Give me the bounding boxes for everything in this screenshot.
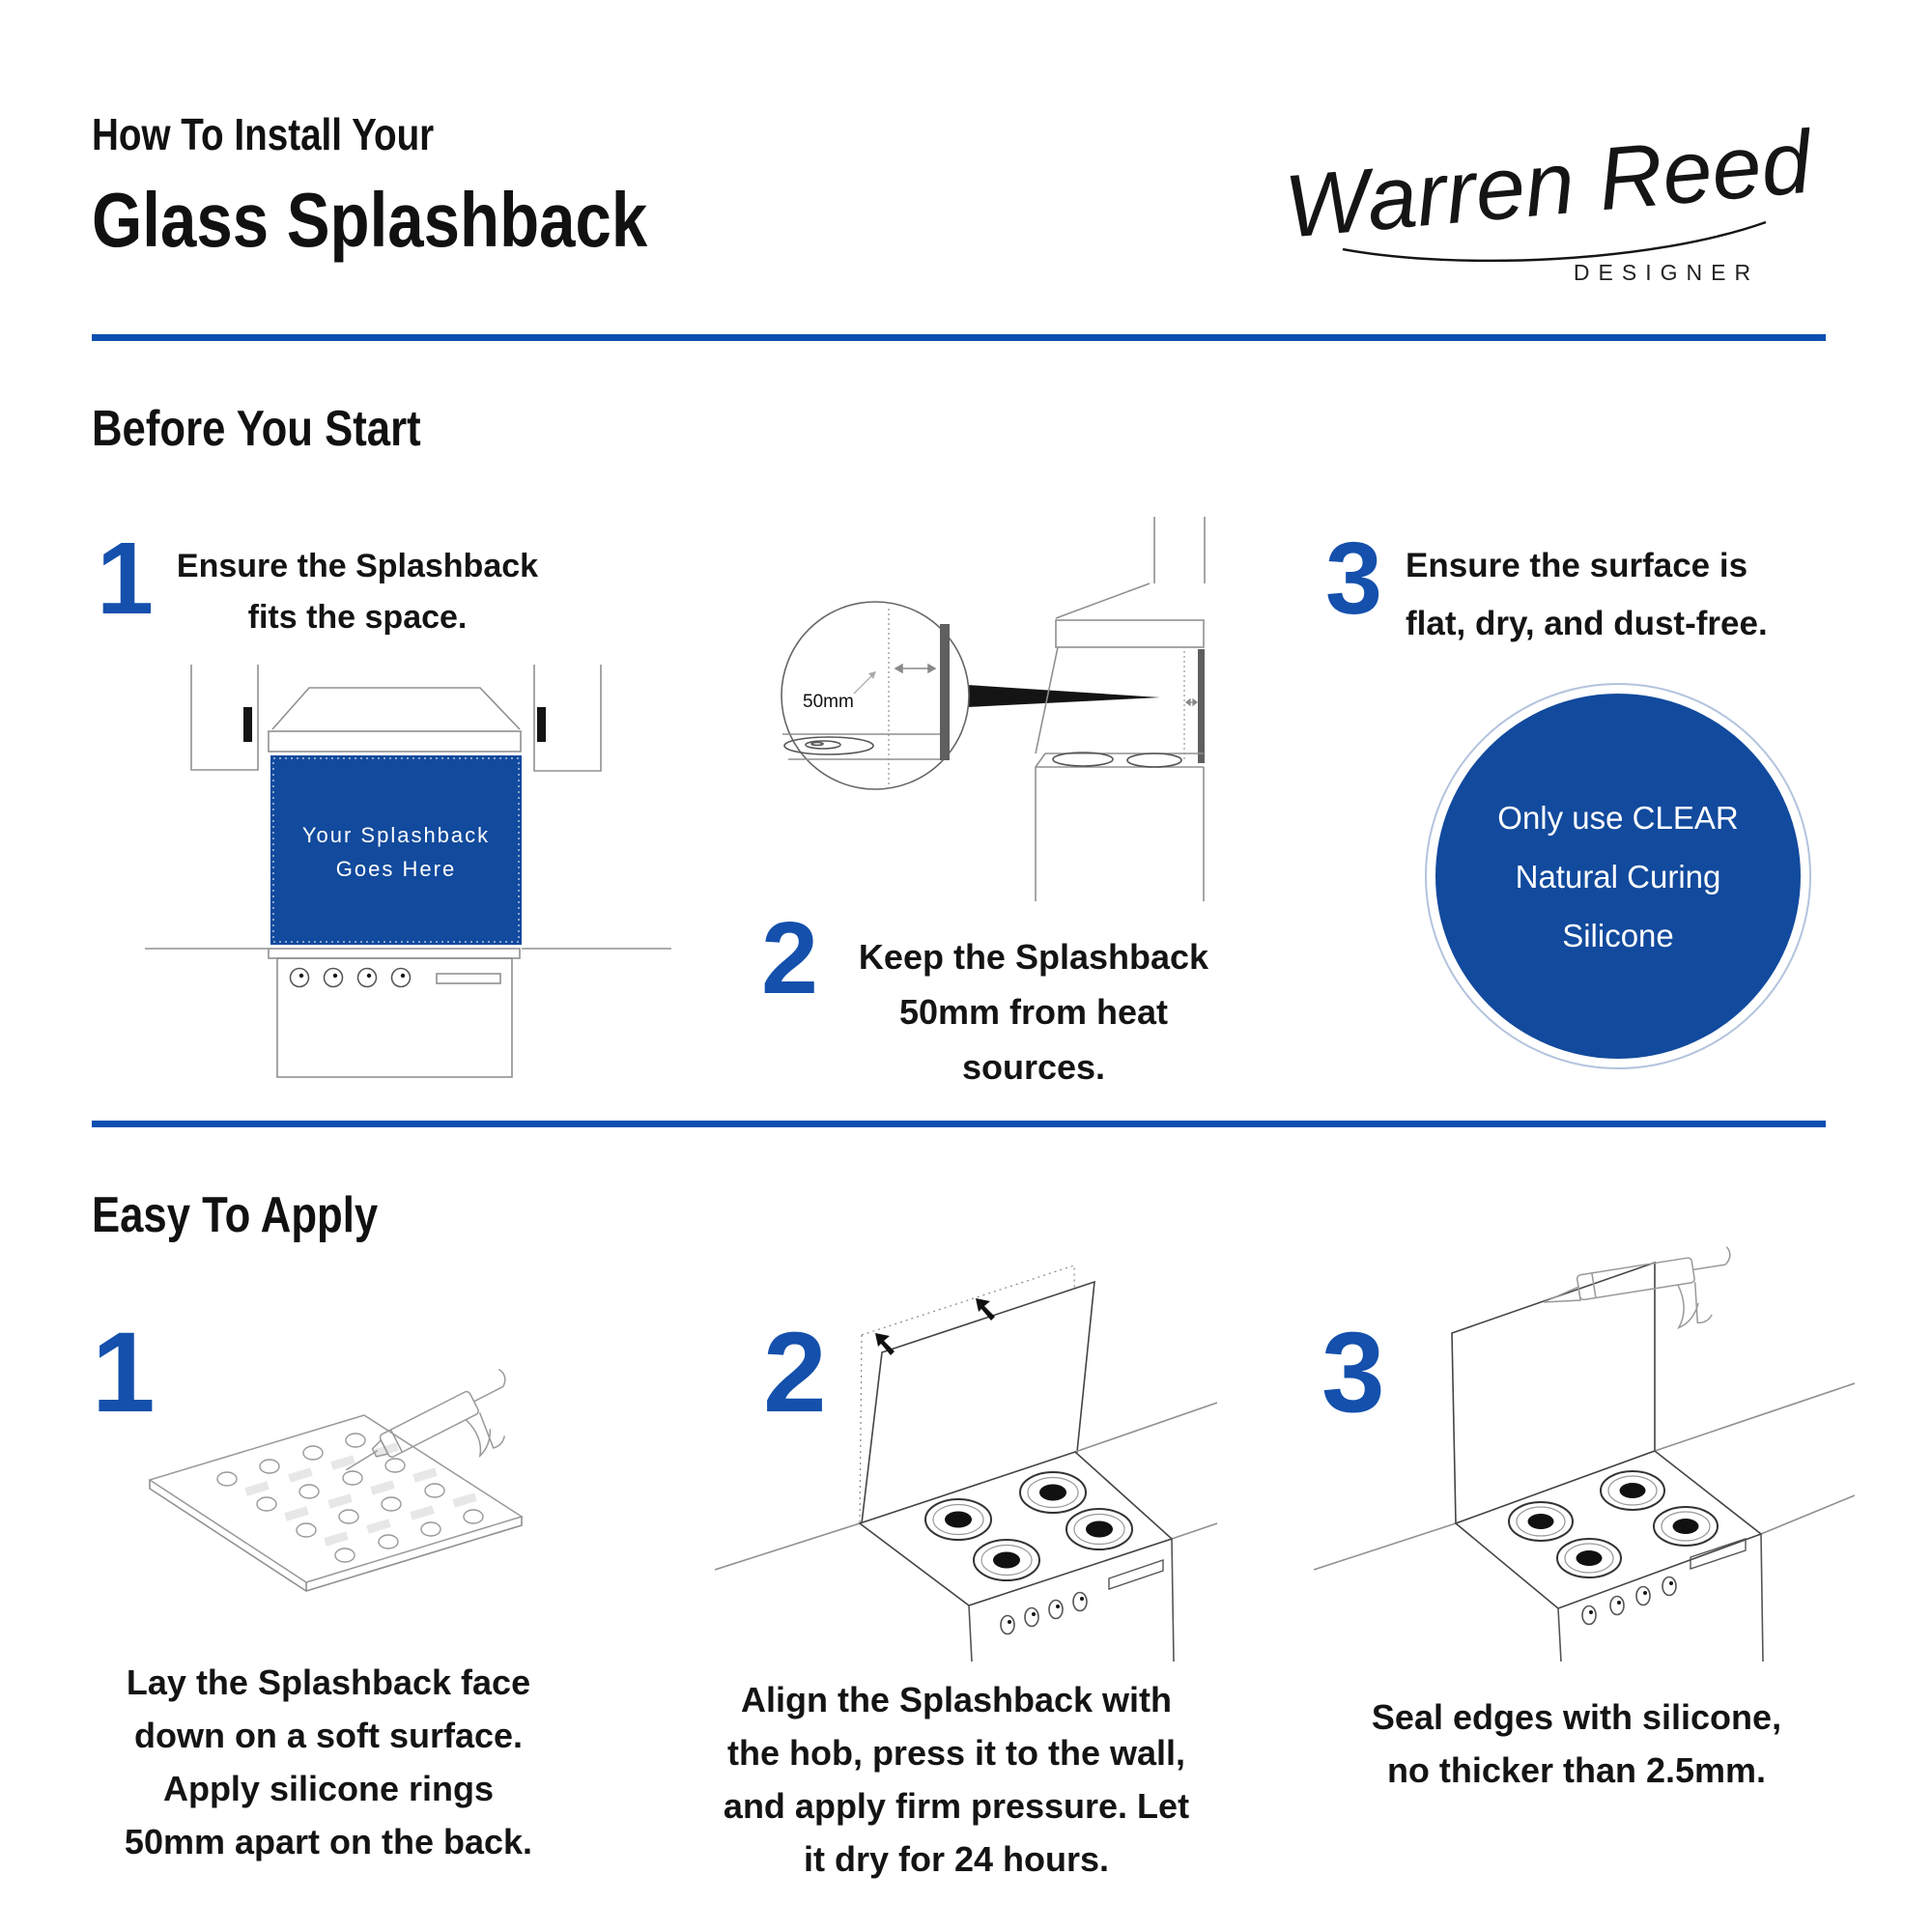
measurement-label: 50mm [803,692,854,712]
cabinet-handle [537,707,546,742]
right-cabinet [534,665,601,771]
step-text: Keep the Splashback 50mm from heat sources. [858,937,1209,1087]
align-splashback-diagram [715,1246,1217,1662]
magnifier-circle [781,602,969,789]
step-number: 1 [92,1309,156,1436]
scene-hob [1036,753,1204,901]
placeholder-label-line1: Your Splashback [301,823,491,847]
page-title-main: Glass Splashback [92,177,648,263]
cooker-display [1109,1560,1163,1589]
step-number: 1 [97,522,154,636]
heat-clearance-diagram [753,502,1294,937]
cooker-knob [1001,1593,1087,1634]
gap-arrow-icon [1186,699,1197,705]
placeholder-label-line2: Goes Here [335,857,457,881]
left-cabinet [191,665,258,770]
cooker-knob [291,969,411,987]
before-you-start-heading: Before You Start [92,401,421,457]
silicone-rings-diagram [87,1333,589,1652]
page-title-intro: How To Install Your [92,109,435,159]
step-caption: Lay the Splashback face down on a soft surface. Apply silicone rings 50mm apart on the back. [124,1662,533,1861]
easy-to-apply-heading: Easy To Apply [92,1187,379,1243]
burner-icon [1053,753,1113,766]
cooker-display [437,974,500,983]
seal-edges-diagram [1314,1236,1855,1662]
silicone-note-badge: Only use CLEAR Natural Curing Silicone [1425,683,1811,1069]
brand-logo [1275,77,1835,309]
step-caption: Seal edges with silicone, no thicker than 2.5mm. [1371,1697,1782,1790]
step-number: 2 [763,1309,827,1436]
kitchen-elevation-diagram [145,638,686,1092]
splashback-edge [940,624,950,760]
cooker [269,949,520,1077]
step-caption: Align the Splashback with the hob, press it to the wall, and apply firm pressure. Let it dry for 24 hours. [723,1680,1190,1879]
step-number: 3 [1321,1309,1385,1436]
cooker-hood-icon [269,688,521,752]
step-number: 3 [1325,522,1382,636]
step-text: Ensure the Splashback fits the space. [176,548,539,636]
step-number: 2 [761,901,818,1015]
burner-icon [1127,753,1181,767]
splashback-placeholder [270,755,522,945]
logo-designer-text: DESIGNER [1573,260,1760,285]
svg-text:Warren Reed: Warren Reed [1281,112,1815,257]
callout-pointer-icon [967,685,1160,707]
step-text: Ensure the surface is flat, dry, and dust-free. [1406,547,1768,642]
cabinet-handle [243,707,252,742]
scene-splashback [1184,649,1205,763]
scene-cooker-hood [1036,517,1205,753]
section-divider-top [92,334,1826,341]
section-divider-middle [92,1121,1826,1127]
warren-reed-signature-icon [1281,112,1817,261]
